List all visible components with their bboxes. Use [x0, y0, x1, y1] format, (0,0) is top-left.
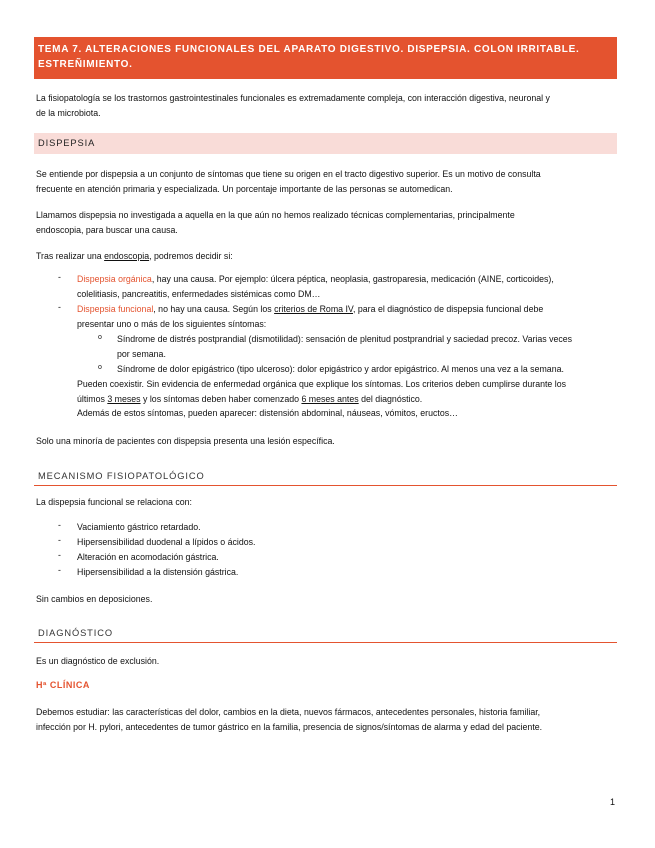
title-banner — [34, 37, 617, 79]
diagnostico-paragraph-2 — [36, 705, 617, 734]
bullet-organica — [77, 272, 617, 301]
title-line-1: TEMA 7. ALTERACIONES FUNCIONALES DEL APARATO DIGESTIVO. DISPEPSIA. COLON IRRITABLE. — [38, 44, 580, 55]
text-line: Sin cambios en deposiciones. — [36, 594, 153, 604]
diagnostico-paragraph-1 — [36, 654, 617, 669]
intro-paragraph — [36, 91, 617, 120]
text-line: Síndrome de distrés postprandial (dismotilidad): sensación de plenitud postprandrial y saciedad precoz. Varias veces — [117, 334, 573, 344]
dispepsia-closing — [36, 434, 617, 449]
subbullet-dolor — [117, 362, 617, 377]
text-fragment: , para el diagnóstico de dispepsia funcional debe — [353, 304, 544, 314]
text-line: Síndrome de dolor epigástrico (tipo ulceroso): dolor epigástrico y ardor epigástrico. Al menos una vez a la semana. — [117, 364, 564, 374]
endoscopia-link[interactable]: endoscopia — [104, 251, 150, 261]
text-line: presentar uno o más de los siguientes síntomas: — [77, 318, 267, 329]
text-line: Llamamos dispepsia no investigada a aquella en la que aún no hemos realizado técnicas complementarias, principalmente — [36, 210, 515, 220]
section-heading-diagnostico: DIAGNÓSTICO — [34, 623, 617, 643]
criteria-note — [77, 377, 617, 421]
text-line: colelitiasis, pancreatitis, enfermedades sistémicas como DM… — [77, 288, 321, 299]
text-line: Pueden coexistir. Sin evidencia de enfermedad orgánica que explique los síntomas. Los criterios deben cumplirse durante los — [77, 379, 567, 389]
bullet-dash: - — [58, 535, 61, 545]
dispepsia-paragraph-2 — [36, 208, 617, 237]
text-fragment: últimos — [77, 393, 108, 404]
bullet-dash: - — [58, 550, 61, 560]
intro-line-1: La fisiopatología se los trastornos gastrointestinales funcionales es extremadamente compleja, con interacción digestiva, neuronal y — [36, 93, 550, 103]
bullet-dash: - — [58, 302, 61, 312]
mecanismo-lead — [36, 495, 617, 510]
text-fragment: del diagnóstico. — [358, 393, 423, 404]
bullet-dash: - — [58, 520, 61, 530]
text-line: Debemos estudiar: las características del dolor, cambios en la dieta, nuevos fármacos, antecedentes personales, historia familiar, — [36, 707, 541, 717]
term-dispepsia-funcional: Dispepsia funcional — [77, 304, 154, 314]
page-number: 1 — [610, 797, 616, 807]
text-fragment: , hay una causa. Por ejemplo: úlcera péptica, neoplasia, gastroparesia, medicación (AINE, corticoides), — [151, 274, 554, 284]
text-fragment: , no hay una causa. Según los — [153, 304, 275, 314]
subbullet-distres — [117, 332, 617, 361]
text-line: Es un diagnóstico de exclusión. — [36, 656, 160, 666]
title-line-2: ESTREÑIMIENTO. — [38, 59, 133, 70]
term-dispepsia-organica: Dispepsia orgánica — [77, 274, 152, 284]
underline-3-meses: 3 meses — [107, 393, 141, 404]
bullet-funcional — [77, 302, 617, 331]
intro-line-2: de la microbiota. — [36, 107, 101, 118]
text-line: por semana. — [117, 348, 166, 359]
subheading-historia-clinica: Hª CLÍNICA — [36, 680, 90, 690]
bullet-dash: - — [58, 272, 61, 282]
bullet-circle: o — [98, 334, 102, 341]
criterios-roma-link[interactable]: criterios de Roma IV — [274, 304, 353, 314]
list-item: Alteración en acomodación gástrica. — [77, 552, 219, 562]
list-item: Hipersensibilidad a la distensión gástrica. — [77, 567, 239, 577]
text-line: frecuente en atención primaria y especializada. Un porcentaje importante de las personas se automedican. — [36, 183, 453, 194]
underline-6-meses: 6 meses antes — [301, 393, 359, 404]
dispepsia-paragraph-3 — [36, 249, 617, 264]
text-line: Solo una minoría de pacientes con dispepsia presenta una lesión específica. — [36, 436, 335, 446]
text-line: Se entiende por dispepsia a un conjunto de síntomas que tiene su origen en el tracto digestivo superior. Es un motivo de consulta — [36, 169, 541, 179]
section-heading-dispepsia: DISPEPSIA — [34, 133, 617, 154]
mecanismo-closing — [36, 592, 617, 607]
text-fragment: y los síntomas deben haber comenzado — [140, 393, 302, 404]
list-item: Hipersensibilidad duodenal a lípidos o ácidos. — [77, 537, 256, 547]
text-line: endoscopia, para buscar una causa. — [36, 224, 178, 235]
text-fragment: Tras realizar una — [36, 251, 105, 261]
bullet-dash: - — [58, 565, 61, 575]
section-heading-mecanismo: MECANISMO FISIOPATOLÓGICO — [34, 466, 617, 486]
dispepsia-paragraph-1 — [36, 167, 617, 196]
text-line: La dispepsia funcional se relaciona con: — [36, 497, 193, 507]
text-fragment: , podremos decidir si: — [149, 251, 233, 261]
text-line: Además de estos síntomas, pueden aparecer: distensión abdominal, náuseas, vómitos, eructos… — [77, 408, 458, 418]
text-line: infección por H. pylori, antecedentes de tumor gástrico en la familia, presencia de signos/síntomas de alarma y edad del paciente. — [36, 721, 543, 732]
list-item: Vaciamiento gástrico retardado. — [77, 522, 201, 532]
bullet-circle: o — [98, 364, 102, 371]
